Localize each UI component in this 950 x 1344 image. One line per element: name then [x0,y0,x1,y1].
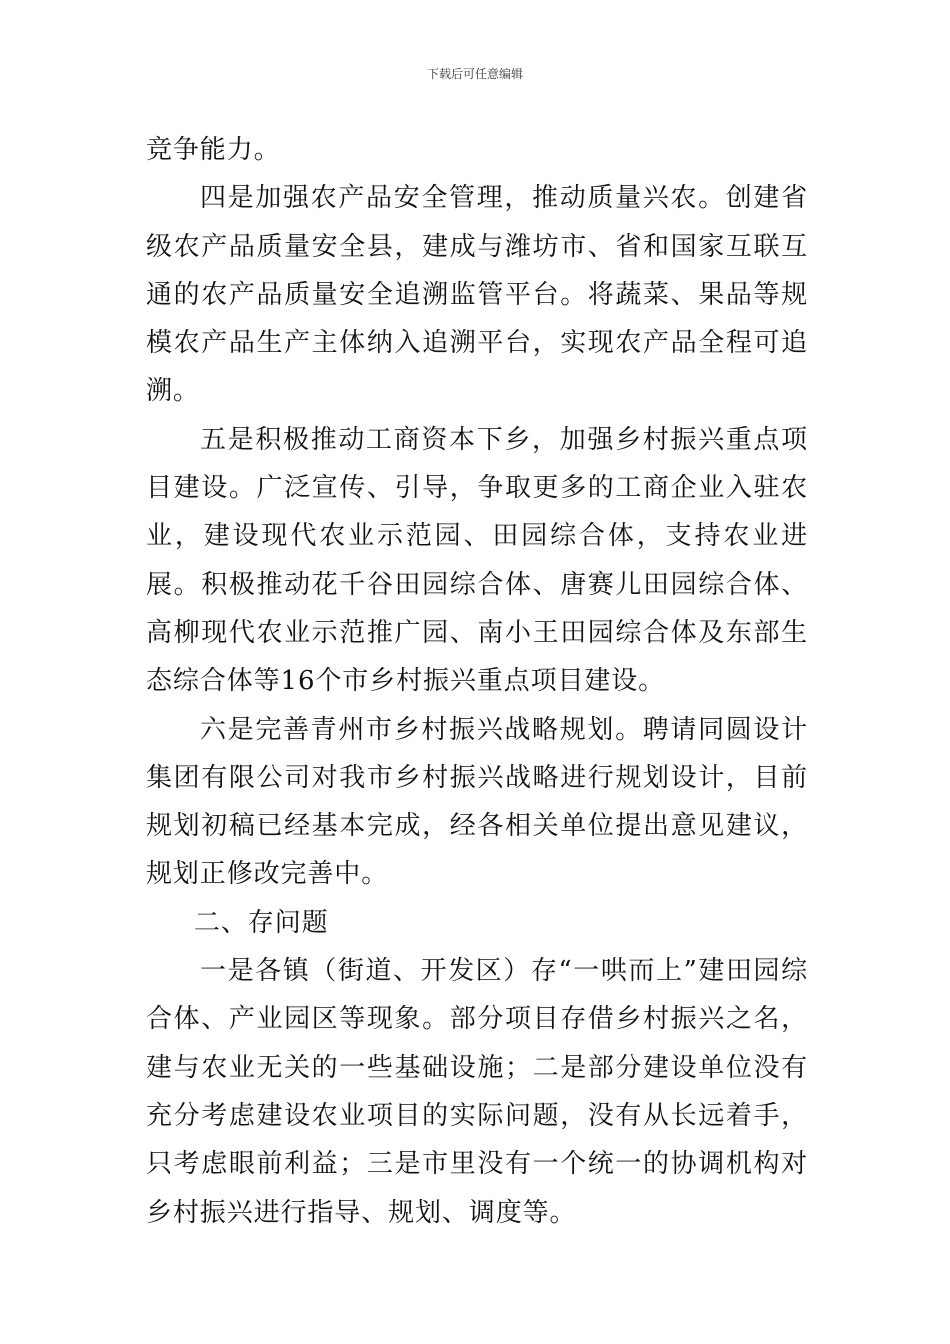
document-body [146,126,808,1237]
section-heading-problems: 二、存问题 [194,907,329,938]
paragraph-existing-problems: 一是各镇（街道、开发区）存“一哄而上”建田园综合体、产业园区等现象。部分项目存借乡村振兴之名，建与农业无关的一些基础设施；二是部分建设单位没有充分考虑建设农业项目的实际问题，没有从长远着手，只考虑眼前利益；三是市里没有一个统一的协调机构对乡村振兴进行指导、规划、调度等。 [146,956,808,1228]
paragraph-industrial-capital: 五是积极推动工商资本下乡，加强乡村振兴重点项目建设。广泛宣传、引导，争取更多的工商企业入驻农业，建设现代农业示范园、田园综合体，支持农业进展。积极推动花千谷田园综合体、唐赛儿田园综合体、高柳现代农业示范推广园、南小王田园综合体及东部生态综合体等16个市乡村振兴重点项目建设。 [146,424,808,697]
paragraph-continuation: 竞争能力。 [146,135,281,165]
page-header-note: 下载后可任意编辑 [426,67,523,81]
paragraph-strategic-plan: 六是完善青州市乡村振兴战略规划。聘请同圆设计集团有限公司对我市乡村振兴战略进行规划设计，目前规划初稿已经基本完成，经各相关单位提出意见建议，规划正修改完善中。 [146,714,808,890]
paragraph-quality-agriculture: 四是加强农产品安全管理，推动质量兴农。创建省级农产品质量安全县，建成与潍坊市、省和国家互联互通的农产品质量安全追溯监管平台。将蔬菜、果品等规模农产品生产主体纳入追溯平台，实现农产品全程可追溯。 [146,183,808,407]
